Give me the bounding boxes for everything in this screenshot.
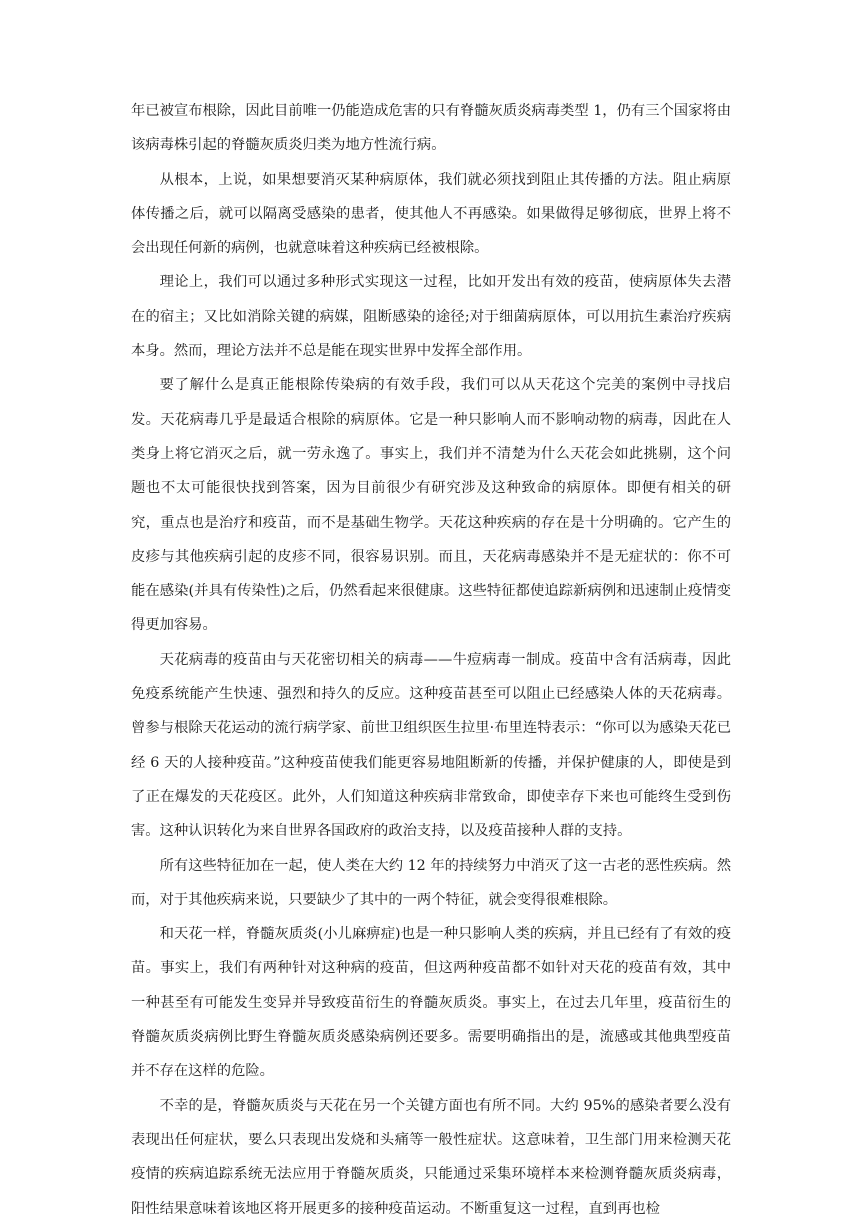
paragraph-5: 天花病毒的疫苗由与天花密切相关的病毒——牛痘病毒一制成。疫苗中含有活病毒，因此免疫系统能产生快速、强烈和持久的反应。这种疫苗甚至可以阻止已经感染人体的天花病毒。曾参与根除天花运动的流行病学家、前世卫组织医生拉里·布里连特表示：“你可以为感染天花已经 6 天的人接种疫苗。”这种疫苗使我们能更容易地阻断新的传播，并保护健康的人，即使是到了正在爆发的天花疫区。此外，人们知道这种疾病非常致命，即使幸存下来也可能终生受到伤害。这种认识转化为来自世界各国政府的政治支持，以及疫苗接种人群的支持。 xyxy=(131,651,731,840)
paragraph-3: 理论上，我们可以通过多种形式实现这一过程，比如开发出有效的疫苗，使病原体失去潜在的宿主；又比如消除关键的病媒，阻断感染的途径;对于细菌病原体，可以用抗生素治疗疾病本身。然而，理论方法并不总是能在现实世界中发挥全部作用。 xyxy=(131,274,731,360)
document-body xyxy=(131,94,731,1226)
paragraph-4: 要了解什么是真正能根除传染病的有效手段，我们可以从天花这个完美的案例中寻找启发。天花病毒几乎是最适合根除的病原体。它是一种只影响人而不影响动物的病毒，因此在人类身上将它消灭之后，就一劳永逸了。事实上，我们并不清楚为什么天花会如此挑剔，这个问题也不太可能很快找到答案，因为目前很少有研究涉及这种致命的病原体。即便有相关的研究，重点也是治疗和疫苗，而不是基础生物学。天花这种疾病的存在是十分明确的。它产生的皮疹与其他疾病引起的皮疹不同，很容易识别。而且，天花病毒感染并不是无症状的：你不可能在感染(并具有传染性)之后，仍然看起来很健康。这些特征都使追踪新病例和迅速制止疫情变得更加容易。 xyxy=(131,377,731,634)
paragraph-2: 从根本，上说，如果想要消灭某种病原体，我们就必须找到阻止其传播的方法。阻止病原体传播之后，就可以隔离受感染的患者，使其他人不再感染。如果做得足够彻底，世界上将不会出现任何新的病例，也就意味着这种疾病已经被根除。 xyxy=(131,171,731,257)
paragraph-1: 年已被宣布根除，因此目前唯一仍能造成危害的只有脊髓灰质炎病毒类型 1，仍有三个国家将由该病毒株引起的脊髓灰质炎归类为地方性流行病。 xyxy=(131,103,731,154)
paragraph-6: 所有这些特征加在一起，使人类在大约 12 年的持续努力中消灭了这一古老的恶性疾病。然而，对于其他疾病来说，只要缺少了其中的一两个特征，就会变得很难根除。 xyxy=(131,857,731,908)
paragraph-7: 和天花一样，脊髓灰质炎(小儿麻痹症)也是一种只影响人类的疾病，并且已经有了有效的疫苗。事实上，我们有两种针对这种病的疫苗，但这两种疫苗都不如针对天花的疫苗有效，其中一种甚至有可能发生变异并导致疫苗衍生的脊髓灰质炎。事实上，在过去几年里，疫苗衍生的脊髓灰质炎病例比野生脊髓灰质炎感染病例还要多。需要明确指出的是，流感或其他典型疫苗并不存在这样的危险。 xyxy=(131,926,731,1080)
paragraph-8: 不幸的是，脊髓灰质炎与天花在另一个关键方面也有所不同。大约 95%的感染者要么没有表现出任何症状，要么只表现出发烧和头痛等一般性症状。这意味着，卫生部门用来检测天花疫情的疾病追踪系统无法应用于脊髓灰质炎，只能通过采集环境样本来检测脊髓灰质炎病毒，阳性结果意味着该地区将开展更多的接种疫苗运动。不断重复这一过程，直到再也检 xyxy=(131,1097,731,1217)
